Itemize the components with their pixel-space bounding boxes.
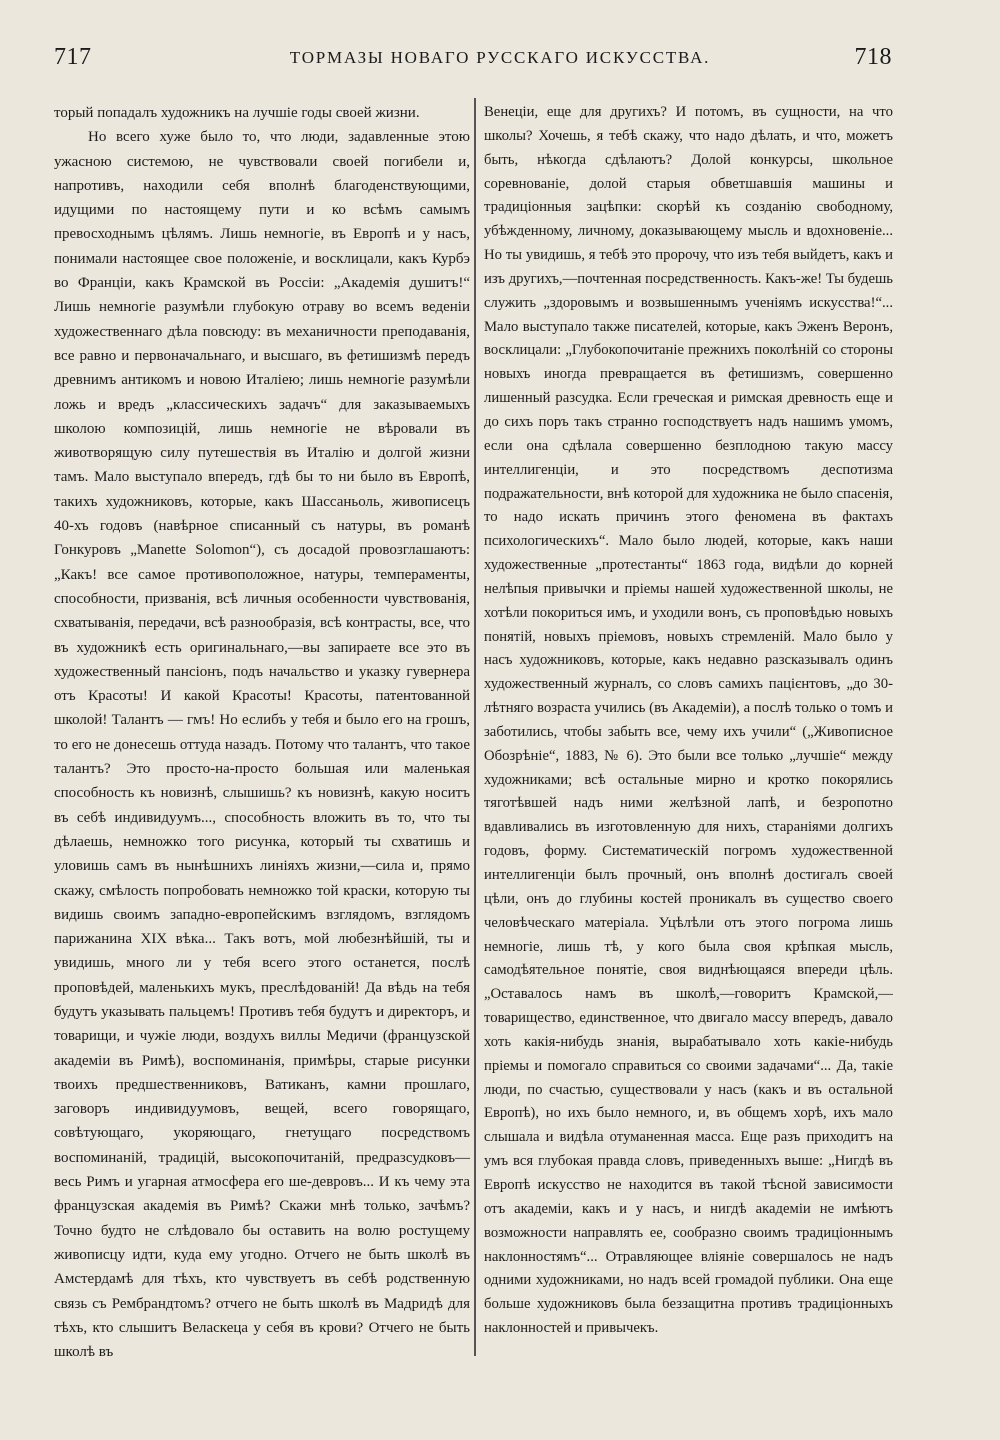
page-header [0, 44, 1000, 84]
right-paragraph: Венеціи, еще для другихъ? И потомъ, въ сущности, на что школы? Хочешь, я тебѣ скажу, что надо дѣлать, и что, можетъ быть, нѣкогда сдѣлаютъ? Долой конкурсы, школьное соревнованіе, долой старыя обветшавшія машины и традиціонныя зацѣпки: скорѣй къ созданію свободному, убѣжденному, личному, доказывающему мысль и вдохновеніе... Но ты увидишь, я тебѣ это пророчу, что изъ тебя выйдетъ, какъ и изъ другихъ,—почтенная посредственность. Какъ-же! Ты будешь служить „здоровымъ и возвышеннымъ ученіямъ искусства!“... Мало выступало также писателей, которые, какъ Эженъ Веронъ, восклицали: „Глубокопочитаніе прежнихъ поколѣній со стороны новыхъ иногда превращается въ фетишизмъ, совершенно лишенный разсудка. Если греческая и римская древность еще и до сихъ поръ такъ странно господствуетъ надъ нашимъ умомъ, если она сдѣлала совершенно безплодною такую массу интеллигенціи, и это посредствомъ деспотизма подражательности, внѣ которой для художника не было спасенія, то надо искать причинъ этого феномена въ фактахъ психологическихъ“. Мало было людей, которые, какъ наши художественные „протестанты“ 1863 года, видѣли до корней нелѣпыя привычки и пріемы нашей художественной школы, не хотѣли покориться имъ, и уходили вонъ, съ проповѣдью новыхъ понятій, новыхъ пріемовъ, новыхъ стремленій. Мало было у насъ художниковъ, которые, какъ недавно разсказывалъ одинъ художественный журналъ, со словъ самихъ пацієнтовъ, „до 30-лѣтняго возраста учились (въ Академіи), а послѣ только о томъ и заботились, чтобы забыть все, чему ихъ учили“ („Живописное Обозрѣніе“, 1883, № 6). Это были все только „лучшіе“ между художниками; всѣ остальные мирно и кротко покорялись тяготѣвшей надъ ними желѣзной лапѣ, и безропотно вдавливались въ изготовленную для нихъ, стараніями долгихъ годовъ, форму. Систематическій погромъ художественной интеллигенціи былъ прочный, онъ вполнѣ достигалъ своей цѣли, онъ до глубины костей проникалъ въ существо своего человѣческаго матеріала. Уцѣлѣли отъ этого погрома лишь немногіе, лишь тѣ, у кого была своя крѣпкая мысль, самодѣятельное понятіе, своя виднѣющаяся впереди цѣль. „Оставалось намъ въ школѣ,—говоритъ Крамской,—товарищество, единственное, что двигало массу впередъ, давало хоть какія-нибудь знанія, вырабатывало хоть какіе-нибудь пріемы и помогало справиться со своими задачами“... Да, такіе люди, по счастью, существовали у насъ (какъ и въ остальной Европѣ), но ихъ было немного, и, въ общемъ хорѣ, ихъ мало слышала и видѣла отуманенная масса. Еще разъ приходитъ на умъ вся глубокая правда словъ, приведенныхъ выше: „Нигдѣ въ Европѣ искусство не находится въ такой тѣсной зависимости отъ академіи, какъ и у насъ, и нигдѣ академіи не имѣютъ возможности направлять ее, сообразно своимъ традиціоннымъ наклонностямъ“... Отравляющее вліяніе совершалось не надъ одними художниками, но надъ всей громадой публики. Она еще больше художниковъ была беззащитна противъ традиціонныхъ наклонностей и привычекъ. [484, 104, 893, 1337]
page-number-right: 718 [854, 44, 892, 70]
right-column [484, 101, 893, 1341]
column-divider [474, 98, 476, 1356]
page-number-left: 717 [54, 44, 92, 70]
left-paragraph-continued: торый попадалъ художникъ на лучшіе годы своей жизни. [54, 105, 420, 121]
left-paragraph: Но всего хуже было то, что люди, задавленные этою ужасною системою, не чувствовали своей погибели и, напротивъ, находили себя вполнѣ благоденствующими, идущими по настоящему пути и ко всѣмъ самымъ превосходнымъ цѣлямъ. Лишь немногіе, въ Европѣ и у насъ, понимали настоящее свое положеніе, и восклицали, какъ Курбэ во Франціи, какъ Крамской въ Россіи: „Академія душитъ!“ Лишь немногіе разумѣли глубокую отраву во всемъ веденіи художественнаго дѣла повсюду: въ механичности преподаванія, все равно и первоначальнаго, и высшаго, въ фетишизмѣ передъ древнимъ антикомъ и новою Италіею; лишь немногіе разумѣли ложь и вредъ „классическихъ задачъ“ для заказываемыхъ школою композицій, лишь немногіе не вѣровали въ животворящую силу путешествія въ Италію и долгой жизни тамъ. Мало выступало впередъ, гдѣ бы то ни было въ Европѣ, такихъ художниковъ, которые, какъ Шассаньоль, живописецъ 40-хъ годовъ (навѣрное списанный съ натуры, въ романѣ Гонкуровъ „Manette Solomon“), съ досадой провозглашаютъ: „Какъ! все самое противоположное, натуры, темпераменты, способности, призванія, всѣ личныя особенности чувствованія, схватыванія, передачи, всѣ разнообразія, всѣ контрасты, все, что въ художникѣ есть оригинальнаго,—вы запираете все это въ художественный пансіонъ, подъ начальство и указку гувернера отъ Красоты! И какой Красоты! Красоты, патентованной школой! Талантъ — гмъ! Но еслибъ у тебя и было его на грошъ, то его не донесешь оттуда назадъ. Потому что талантъ, что такое талантъ? Это просто-на-просто большая или маленькая способность къ новизнѣ, слышишь? къ новизнѣ, какую носитъ въ себѣ индивидуумъ..., способность вложить въ то, что ты дѣлаешь, немножко того рисунка, который ты схватишь и уловишь самъ въ нынѣшнихъ линіяхъ жизни,—сила и, прямо скажу, смѣлость попробовать немножко той краски, которую ты видишь своимъ западно-европейскимъ взглядомъ, взглядомъ парижанина XIX вѣка... Такъ вотъ, мой любезнѣйшій, ты и увидишь, много ли у тебя всего этого останется, послѣ проповѣдей, маленькихъ мукъ, преслѣдованій! Да вѣдь на тебя будутъ указывать пальцемъ! Противъ тебя будутъ и директоръ, и товарищи, и чужіе люди, воздухъ виллы Медичи (французской академіи въ Римѣ), воспоминанія, примѣры, старые рисунки твоихъ предшественниковъ, Ватиканъ, камни прошлаго, заговоръ индивидуумовъ, вещей, всего говорящаго, совѣтующаго, укоряющаго, гнетущаго посредствомъ воспоминаній, традицій, высокопочитаній, предразсудковъ—весь Римъ и угарная атмосфера его ше-девровъ... И къ чему эта французская академія въ Римѣ? Скажи мнѣ только, зачѣмъ? Точно будто не слѣдовало бы оставить на волю ростущему живописцу идти, куда ему угодно. Отчего не быть школѣ въ Амстердамѣ для тѣхъ, кто чувствуетъ въ себѣ родственную связь съ Рембрандтомъ? отчего не быть школѣ въ Мадридѣ для тѣхъ, кто слышитъ Веласкеца у себя въ крови? Отчего не быть школѣ въ [54, 129, 470, 1361]
left-column [54, 101, 470, 1364]
running-title: ТОРМАЗЫ НОВАГО РУССКАГО ИСКУССТВА. [289, 48, 711, 67]
